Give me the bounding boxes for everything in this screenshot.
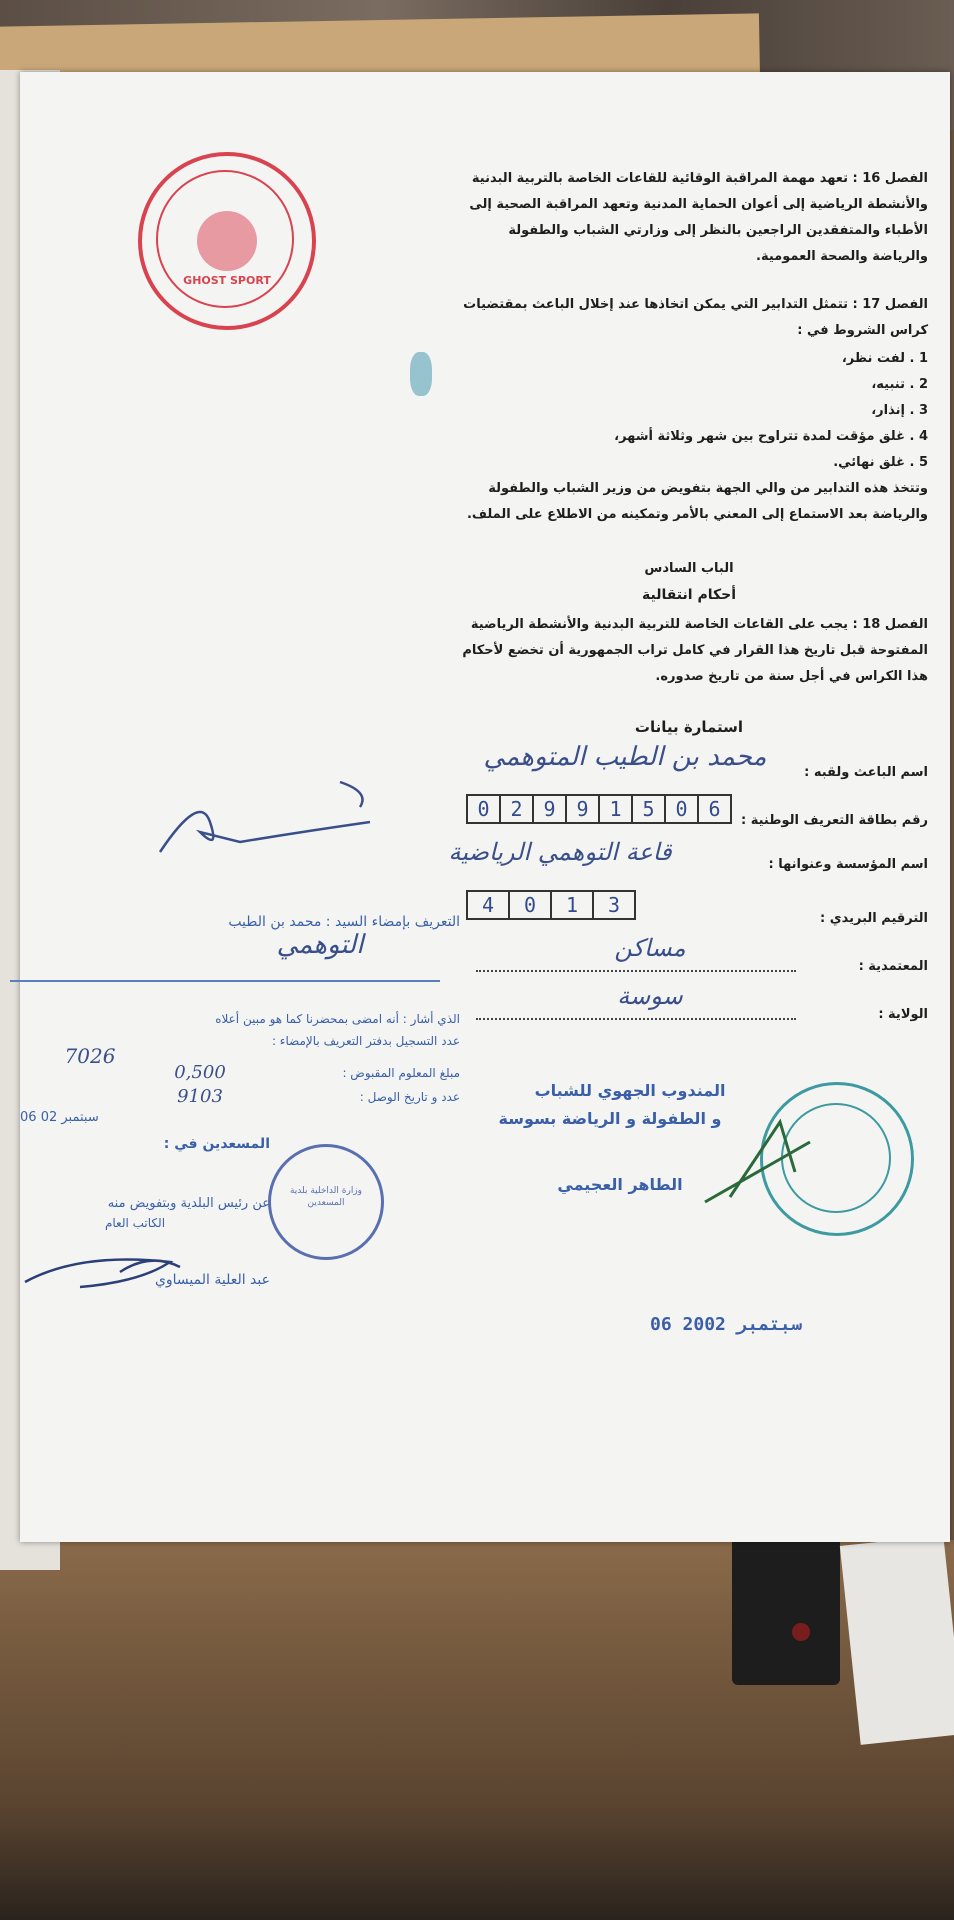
cert-line-4: مبلغ المعلوم المقبوض : [342, 1066, 460, 1080]
id-digit: 0 [666, 796, 699, 822]
paper-card [840, 1535, 954, 1745]
postal-digit: 0 [510, 892, 552, 918]
label-name: اسم الباعث ولقبه : [804, 765, 928, 780]
cert-receipt-no: 9103 [177, 1086, 223, 1107]
cert-line-2: الذي أشار : أنه امضى بمحضرنا كما هو مبين أعلاه [215, 1012, 460, 1026]
form-title: استمارة بيانات [634, 718, 744, 736]
article-16: الفصل 16 : تعهد مهمة المراقبة الوقائية للقاعات الخاصة بالتربية البدنية والأنشطة الرياضية إلى أعوان الحماية المدنية وتعهد المراقبة الصحية إلى الأطباء والمتفقدين الراجعين بالنظر إلى وزارتي الشباب والطفولة والرياضة والصحة العمومية. [469, 171, 928, 264]
id-digit: 2 [501, 796, 534, 822]
red-stamp [138, 152, 316, 330]
cert-line-5: عدد و تاريخ الوصل : [359, 1090, 460, 1104]
measure-2: 2 . تنبيه، [871, 377, 928, 392]
cert-line-8: الكاتب العام [104, 1216, 166, 1230]
governorate-line [476, 1018, 796, 1020]
id-digit: 5 [633, 796, 666, 822]
cert-line-3: عدد التسجيل بدفتر التعريف بالإمضاء : [271, 1034, 460, 1048]
label-postal: الترقيم البريدي : [819, 911, 928, 926]
cert-signer: عبد العلية الميساوي [154, 1272, 270, 1288]
document-page [20, 72, 950, 1542]
chapter-title: أحكام انتقالية [642, 587, 736, 603]
cert-rule [10, 980, 440, 982]
cert-line-1: التعريف بإمضاء السيد : محمد بن الطيب [228, 914, 460, 930]
id-digit: 0 [468, 796, 501, 822]
postal-digit: 1 [552, 892, 594, 918]
delegate-name: الطاهر العجيمي [557, 1175, 683, 1194]
id-digit: 9 [567, 796, 600, 822]
measure-5: 5 . غلق نهائي. [833, 455, 928, 470]
label-delegation: المعتمدية : [858, 959, 928, 974]
article-17: الفصل 17 : تتمثل التدابير التي يمكن اتخاذها عند إخلال الباعث بمقتضيات كراس الشروط في : [463, 297, 928, 338]
applicant-signature [140, 762, 380, 872]
hand-institution: قاعة التوهمي الرياضية [448, 838, 672, 866]
postal-digit: 3 [607, 893, 621, 917]
label-id: رقم بطاقة التعريف الوطنية : [741, 813, 928, 828]
article-17-after: وتتخذ هذه التدابير من والي الجهة بتفويض من وزير الشباب والطفولة والرياضة بعد الاستماع إلى المعني بالأمر وتمكينه من الاطلاع على الملف. [466, 481, 928, 522]
cert-line-6: المسعدين في : [163, 1136, 270, 1152]
mun-stamp-text: وزارة الداخلية بلدية المسعدين [289, 1186, 363, 1208]
cert-fee: 0,500 [174, 1062, 226, 1083]
measure-4: 4 . غلق مؤقت لمدة تتراوح بين شهر وثلاثة أشهر، [614, 429, 928, 444]
chapter-heading: الباب السادس [644, 561, 734, 576]
signature-date: 06 سبتمبر 2002 [650, 1314, 802, 1335]
id-number-boxes [466, 794, 732, 824]
delegate-signature [700, 1102, 820, 1222]
delegation-line [476, 970, 796, 972]
municipality-stamp [268, 1144, 384, 1260]
id-digit: 9 [534, 796, 567, 822]
id-digit: 6 [708, 797, 721, 821]
label-governorate: الولاية : [878, 1007, 928, 1022]
remote-control [732, 1535, 840, 1685]
ink-blot [410, 352, 432, 396]
label-institution: اسم المؤسسة وعنوانها : [768, 857, 928, 872]
postal-code-boxes [466, 890, 636, 920]
cert-receipt-date: 06 سبتمبر 02 [20, 1110, 99, 1125]
measure-1: 1 . لفت نظر، [841, 351, 928, 366]
article-18: الفصل 18 : يجب على القاعات الخاصة للتربية البدنية والأنشطة الرياضية المفتوحة قبل تاريخ هذا القرار في كامل تراب الجمهورية أن تخضع لأحكام هذا الكراس في أجل سنة من تاريخ صدوره. [462, 617, 928, 684]
cert-hand-name: التوهمي [276, 930, 364, 960]
measure-3: 3 . إنذار، [871, 403, 928, 418]
hand-name: محمد بن الطيب المتوهمي [483, 742, 767, 772]
hand-governorate: سوسة [617, 982, 683, 1010]
hand-delegation: مساكن [614, 934, 686, 962]
red-stamp-text: GHOST SPORT [183, 274, 271, 287]
delegate-title-1: المندوب الجهوي للشباب [534, 1081, 726, 1100]
cert-line-7: عن رئيس البلدية وبتفويض منه [107, 1196, 270, 1211]
postal-digit: 4 [468, 892, 510, 918]
delegate-title-2: و الطفولة و الرياضة بسوسة [498, 1109, 722, 1128]
cert-reg-no: 7026 [64, 1044, 116, 1068]
id-digit: 1 [600, 796, 633, 822]
